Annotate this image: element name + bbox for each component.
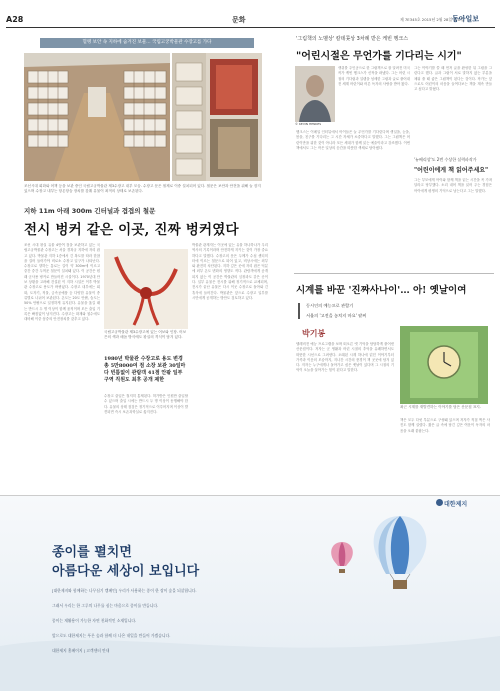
seal-photo-caption: 국립고궁박물관 제3수장고에 있는 어보와 인장. 어보 끈의 색과 매듭 방식에도 왕실의 격식이 담겨 있다. bbox=[104, 330, 187, 340]
page-number: A28 bbox=[6, 15, 24, 24]
ad-copy-line: 종이는 재활용이 가능한 자연 친화적인 소재입니다. bbox=[52, 618, 137, 623]
photo-caption: 조선시대 회화와 어책 등을 보관 중인 국립고궁박물관 제3수장고 내부 모습. 수장고 문은 철제로 이중 설치되어 있다. 철문은 보안과 안전을 위해 늘 잠겨 있으며 수장고 내부는 항온항습 장치를 갖춰 유물이 최적의 상태로 보존된다. bbox=[24, 184, 261, 194]
story-kicker: 지하 11m 아래 300m 긴터널과 겹겹의 철문 bbox=[24, 207, 156, 215]
interview-body-c: 그는 이야기를 쓸 때 먼저 글을 완성한 뒤 그림을 그린다고 했다. 글과 그림이 서로 말하지 않는 부분을 채워 줄 때 좋은 그림책이 된다는 것이다. 작가는 앞으로도 어린이의 마음을 들여다보는 책을 계속 만들고 싶다고 밝혔다. bbox=[414, 66, 492, 92]
ad-brand: 대한제지 bbox=[444, 501, 468, 508]
ad-copy-line: 앞으로도 대한제지는 푸른 숲과 함께 더 나은 내일을 만들어 가겠습니다. bbox=[52, 633, 171, 638]
book-review-subhead-1: 동시인의 예능프로 관람기 bbox=[306, 303, 354, 308]
section-title: 문화 bbox=[232, 16, 246, 24]
review-author-name: 박기봉 bbox=[302, 328, 326, 338]
interview-body-b: 헹크스는 이메일 인터뷰에서 아이들은 늘 무언가를 기다린다며 생일을, 눈을, 봄을, 친구를 기다리는 그 시간 자체가 소중하다고 말했다. 그는 그림책은 어린이만을 위한 것이 아니라 모든 세대가 함께 읽는 예술이라고 강조했다. 이번 책에서도 그는 작은 일상의 순간을 따뜻한 색채로 담아냈다. bbox=[296, 130, 410, 150]
subhead-bar bbox=[298, 303, 300, 319]
author-portrait bbox=[295, 66, 335, 122]
portrait-credit: © KEVIN HENKES bbox=[295, 122, 322, 126]
interview-kicker: '그림책의 노벨상' 칼데콧상 3차례 받은 케빈 헹크스 bbox=[296, 36, 409, 42]
ad-copy-line: 그래서 우리는 한 그루의 나무를 심는 마음으로 종이를 만듭니다. bbox=[52, 603, 159, 608]
story-body-column-2: 수장고 출입은 철저히 통제된다. 허가받은 인원만 출입할 수 있으며 출입 시에는 반드시 두 명 이상이 동행해야 한다. 유물의 상태 점검은 정기적으로 이루어지며 이상이 발견되면 즉시 보존과학실로 옮겨진다. bbox=[104, 394, 188, 414]
ad-copy-line: [대한제지와 함께하는 나무심기 캠페인] 우리가 사용하는 종이 한 장이 숲을 되살립니다. bbox=[52, 588, 197, 593]
storage-room-photo bbox=[24, 53, 170, 181]
story-body-column-1: 조선 시대 왕실 유물 4만여 점을 보관하고 있는 국립고궁박물관 수장고는 서울 경복궁 지하에 자리 잡고 있다. 박물관 지하 1층에서 긴 복도를 따라 한참을 걸어 들어가야 비로소 수장고 입구가 나타난다. 수장고로 향하는 통로는 길이 약 300m에 이르고 중간 중간 두꺼운 철문이 설치돼 있다. 이 공간은 원래 군사용 벙커로 만들어진 시설이다. 1970년대 안보 상황을 고려해 건설된 이 지하 시설은 이후 박물관 수장고로 용도가 바뀌었다. 수장고 내부에는 회화, 도자기, 직물, 금속공예품 등 다양한 유물이 종류별로 나뉘어 보관된다. 온도는 20도 안팎, 습도는 50% 안팎으로 일정하게 유지된다. 유물을 옮길 때는 반드시 두 명 이상이 함께 움직이며 모든 출입 기록은 빠짐없이 남겨진다. 수장고는 화재와 침수에도 대비해 이중 삼중의 안전장치를 갖추고 있다. bbox=[24, 243, 100, 322]
book-review-subhead-2: 서울의 '고전을 놓치지 마요' 팔찌 bbox=[306, 313, 367, 318]
pull-quote: 1980년 박물관 수장고로 용도 변경 총 5만8000여 점 소장 보관 30일마다 빈틈없이 관람객 41점 안팎 일부 구역 직원도 최후 공개 제한 bbox=[104, 356, 186, 383]
ad-title-line-2: 아름다운 세상이 보입니다 bbox=[52, 564, 200, 579]
book-review-headline: 시계를 바꾼 '진짜사나이'… 아! 옛날이여 bbox=[296, 285, 467, 296]
royal-seal-photo bbox=[104, 249, 188, 329]
interview-headline: "어린시절은 무언가를 기다리는 시기" bbox=[296, 51, 462, 62]
section-divider bbox=[294, 273, 494, 274]
interview-body-d: 그는 부모에게 아이와 함께 책을 읽는 시간을 꼭 가져 달라고 당부했다. 소리 내어 책을 읽어 주는 경험은 아이에게 평생의 기억으로 남는다고 그는 말했다. bbox=[414, 178, 492, 193]
header-rule bbox=[6, 27, 495, 28]
story-headline: 전시 벙커 같은 이곳, 진짜 벙커였다 bbox=[24, 222, 239, 238]
interview-subhead-small: '뉴베리상'도 2번 수상한 실력파작가 bbox=[414, 157, 477, 162]
book-review-body: 텔레비전 예능 프로그램을 보며 떠오른 옛 기억을 담담하게 풀어낸 산문집이다. 저자는 군 생활과 어린 시절의 추억을 유쾌하면서도 따뜻한 시선으로 그려낸다. 오래된 시계 하나에 얽힌 이야기부터 가족과 이웃의 모습까지, 지나간 시간의 풍경이 책 곳곳에 담겨 있다. 저자는 누구에게나 돌아가고 싶은 옛날이 있다며 그 시절의 기억이 오늘을 살아가는 힘이 된다고 말한다. bbox=[296, 342, 394, 373]
ad-title-line-1: 종이를 펼치면 bbox=[52, 545, 132, 560]
ad-copy-line: 대한제지 홈페이지 | 고객센터 안내 bbox=[52, 648, 110, 653]
story-body-column-3: 박물관 관계자는 이곳에 있는 유물 하나하나가 우리 역사의 기록이라며 안전하게 지키는 것이 가장 중요하다고 말했다. 수장고의 문은 두께가 수십 센티미터에 이르는 철문으로 되어 있고, 비상시에는 외부와 완전히 차단된다. 지하 깊은 곳에 자리 잡은 덕분에 외부 온도 변화의 영향도 적다. 관람객에게 공개되지 않는 이 공간은 박물관의 심장과도 같은 곳이다. 일부 유물은 전시를 위해 정기적으로 교체되며, 전시가 끝난 유물은 다시 이곳 수장고로 돌아와 긴 휴식에 들어간다. 박물관은 앞으로 수장고 일부를 시민에게 공개하는 방안도 검토하고 있다. bbox=[192, 243, 268, 300]
storage-detail-photos bbox=[172, 53, 262, 181]
issue-info: 제 7E345호 2015년 2월 28일 토요일 bbox=[400, 17, 465, 22]
book-cover-caption: 최근 시계를 재발견하는 이야기를 담은 산문집 표지. bbox=[400, 405, 481, 409]
book-cover-image bbox=[400, 326, 488, 404]
newspaper-name: 동아일보 bbox=[452, 15, 480, 23]
interview-subhead: "어린이에게 책 읽어주세요" bbox=[414, 167, 489, 174]
interview-body-a: 생쥐를 주인공으로 한 그림책으로 잘 알려진 미국 작가 케빈 헹크스가 신작을 펴냈다. 그는 어린 시절의 기다림과 설렘을 섬세한 그림과 글로 풀어내 전 세계 어린이와 어른 독자의 사랑을 받아 왔다. bbox=[338, 66, 410, 86]
brand-logo-icon bbox=[436, 499, 443, 506]
story-banner: 혈맹 보안 속 지하에 숨겨진 보물… 국립고궁박물관 수장고를 가다 bbox=[40, 38, 254, 48]
book-review-body-2: 책은 모두 다섯 부분으로 구성돼 있으며 저자가 직접 찍은 사진도 함께 실렸다. 짧은 글 속에 담긴 깊은 여운이 독자의 마음을 오래 붙잡는다. bbox=[400, 418, 490, 433]
